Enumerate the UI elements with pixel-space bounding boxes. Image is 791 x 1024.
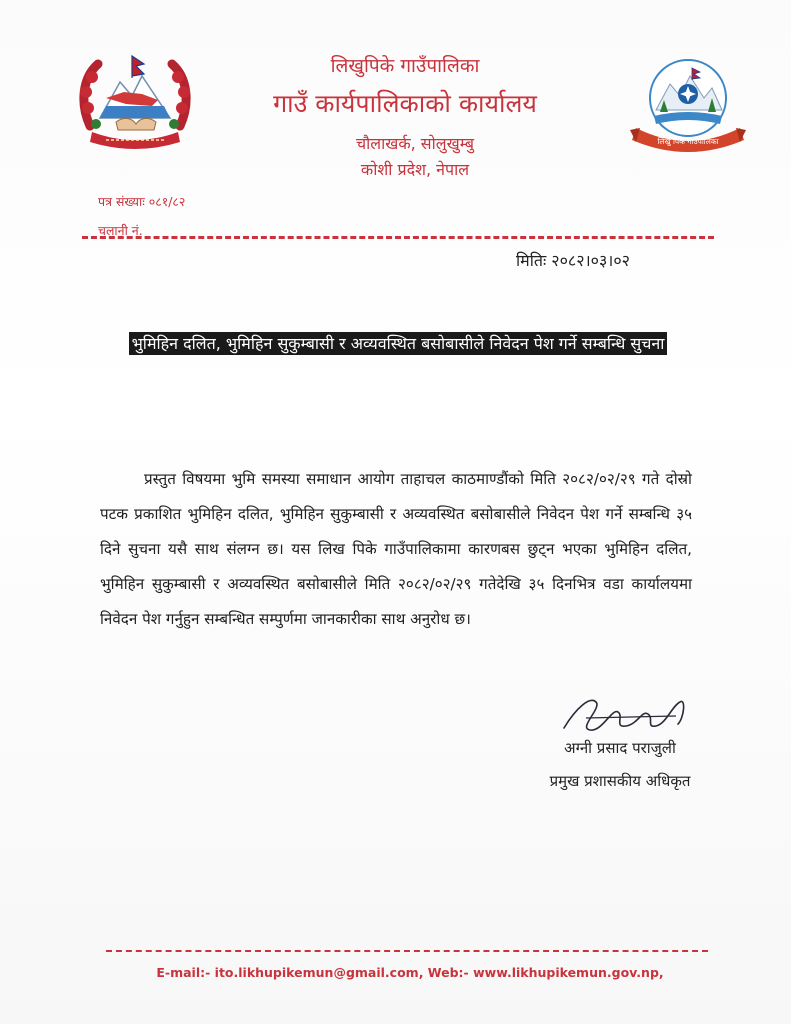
logo-ribbon-text: लिखु पिके गाउँपालिका	[657, 137, 719, 146]
subject-banner	[118, 324, 678, 364]
signatory-title: प्रमुख प्रशासकीय अधिकृत	[549, 772, 691, 790]
footer-contact: E-mail:- ito.likhupikemun@gmail.com, Web:- www.likhupikemun.gov.np,	[156, 965, 664, 980]
signature-icon	[556, 688, 698, 740]
dispatch-number: चलानी नं.	[98, 223, 143, 238]
nepal-emblem-icon	[76, 48, 194, 152]
municipality-name: लिखुपिके गाउँपालिका	[330, 55, 480, 77]
office-address: चौलाखर्क, सोलुखुम्बु	[355, 134, 475, 153]
letter-date: मितिः २०८२।०३।०२	[516, 251, 630, 270]
subject-text: भुमिहिन दलित, भुमिहिन सुकुम्बासी र अव्यवस्थित बसोबासीले निवेदन पेश गर्ने सम्बन्धि सुचना	[129, 332, 668, 355]
letter-number: पत्र संख्याः ०८१/८२	[98, 194, 186, 209]
signatory-name: अग्नी प्रसाद पराजुली	[564, 739, 676, 757]
municipality-logo-icon	[630, 58, 746, 154]
province-country: कोशी प्रदेश, नेपाल	[360, 160, 470, 179]
footer-divider	[106, 950, 708, 952]
office-name: गाउँ कार्यपालिकाको कार्यालय	[273, 89, 537, 118]
letter-body: प्रस्तुत विषयमा भुमि समस्या समाधान आयोग ताहाचल काठमाण्डौंको मिति २०८२/०२/२९ गते दोस्रो पटक प्रकाशित भुमिहिन दलित, भुमिहिन सुकुम्बासी र अव्यवस्थित बसोबासीले निवेदन पेश गर्ने सम्बन्धि ३५ दिने सुचना यसै साथ संलग्न छ। यस लिख पिके गाउँपालिकामा कारणबस छुट्न भएका भुमिहिन दलित, भुमिहिन सुकुम्बासी र अव्यवस्थित बसोबासीले मिति २०८२/०२/२९ गतेदेखि ३५ दिनभित्र वडा कार्यालयमा निवेदन पेश गर्नुहुन सम्बन्धित सम्पुर्णमा जानकारीका साथ अनुरोध छ।	[100, 470, 692, 629]
header-divider	[82, 236, 714, 239]
